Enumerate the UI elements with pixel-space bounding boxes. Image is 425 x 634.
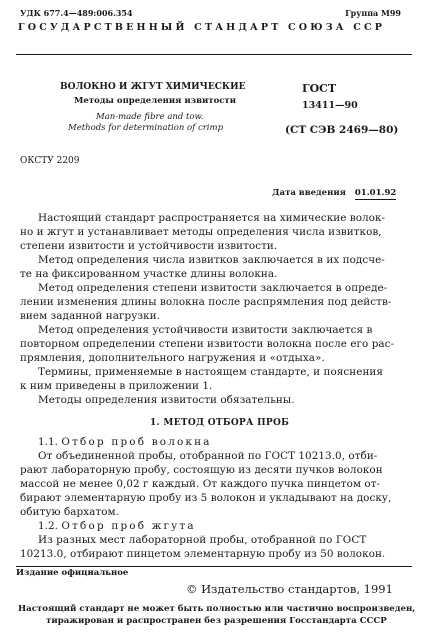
- body-line: Настоящий стандарт распространяется на химические волок-: [38, 212, 386, 224]
- english-title-line-1: Man-made fibre and tow.: [96, 112, 204, 122]
- document-title: ВОЛОКНО И ЖГУТ ХИМИЧЕСКИЕ: [60, 82, 246, 92]
- body-line: От объединенной пробы, отобранной по ГОСТ 10213.0, отби-: [38, 450, 378, 462]
- edition-label: Издание официальное: [16, 568, 129, 578]
- body-line: бирают элементарную пробу из 5 волокон и укладывают на доску,: [20, 492, 392, 504]
- body-line: лении изменения длины волокна после распрямления под действ-: [20, 296, 392, 308]
- body-line: массой не менее 0,02 г каждый. От каждого пучка пинцетом от-: [20, 478, 381, 490]
- body-line: Метод определения степени извитости заключается в опреде-: [38, 282, 388, 294]
- udk-code: УДК 677.4—489:006.354: [20, 8, 133, 18]
- header-divider: [16, 54, 412, 55]
- english-title-line-2: Methods for determination of crimp: [68, 123, 224, 133]
- section-heading: 1. МЕТОД ОТБОРА ПРОБ: [150, 418, 290, 428]
- body-line: рают лабораторную пробу, состоящую из десяти пучков волокон: [20, 464, 383, 476]
- body-line: степени извитости и устойчивости извитости.: [20, 240, 278, 252]
- body-line: повторном определении степени извитости волокна после его рас-: [20, 338, 395, 350]
- body-line: обитую бархатом.: [20, 506, 119, 518]
- subsection-number: 1.2.: [38, 520, 59, 532]
- gost-number: 13411—90: [302, 100, 358, 111]
- subsection-number: 1.1.: [38, 436, 59, 448]
- body-line: Метод определения числа извитков заключается в их подсче-: [38, 254, 385, 266]
- reproduction-notice-line-2: тиражирован и распространен без разрешения Госстандарта СССР: [46, 616, 387, 626]
- methods-title: Методы определения извитости: [74, 96, 237, 106]
- body-line: прямления, дополнительного нагружения и «отдыха».: [20, 352, 325, 364]
- introduction-date-label: Дата введения: [272, 188, 346, 198]
- standard-title: ГОСУДАРСТВЕННЫЙ СТАНДАРТ СОЮЗА ССР: [18, 22, 386, 33]
- body-line: к ним приведены в приложении 1.: [20, 380, 213, 392]
- body-line: 10213.0, отбирают пинцетом элементарную пробу из 50 волокон.: [20, 548, 386, 560]
- copyright-notice: © Издательство стандартов, 1991: [186, 582, 393, 596]
- subsection-heading-2: [38, 520, 196, 532]
- body-line: Метод определения устойчивости извитости заключается в: [38, 324, 373, 336]
- body-line: те на фиксированном участке длины волокна.: [20, 268, 278, 280]
- okstu-code: ОКСТУ 2209: [20, 156, 80, 166]
- body-line: Методы определения извитости обязательны.: [38, 394, 295, 406]
- subsection-heading-1: [38, 436, 212, 448]
- subsection-title: Отбор проб волокна: [61, 436, 212, 448]
- introduction-date-value: 01.01.92: [354, 188, 397, 198]
- body-line: Термины, применяемые в настоящем стандарте, и пояснения: [38, 366, 384, 378]
- group-code: Группа М99: [345, 8, 401, 18]
- reproduction-notice-line-1: Настоящий стандарт не может быть полностью или частично воспроизведен,: [18, 604, 416, 614]
- body-line: вием заданной нагрузки.: [20, 310, 160, 322]
- subsection-title: Отбор проб жгута: [61, 520, 196, 532]
- st-sev-number: (СТ СЭВ 2469—80): [285, 124, 399, 136]
- body-line: Из разных мест лабораторной пробы, отобранной по ГОСТ: [38, 534, 367, 546]
- footer-divider: [16, 566, 412, 567]
- body-line: но и жгут и устанавливает методы определения числа извитков,: [20, 226, 382, 238]
- gost-label: ГОСТ: [302, 82, 337, 95]
- introduction-date: [272, 188, 396, 198]
